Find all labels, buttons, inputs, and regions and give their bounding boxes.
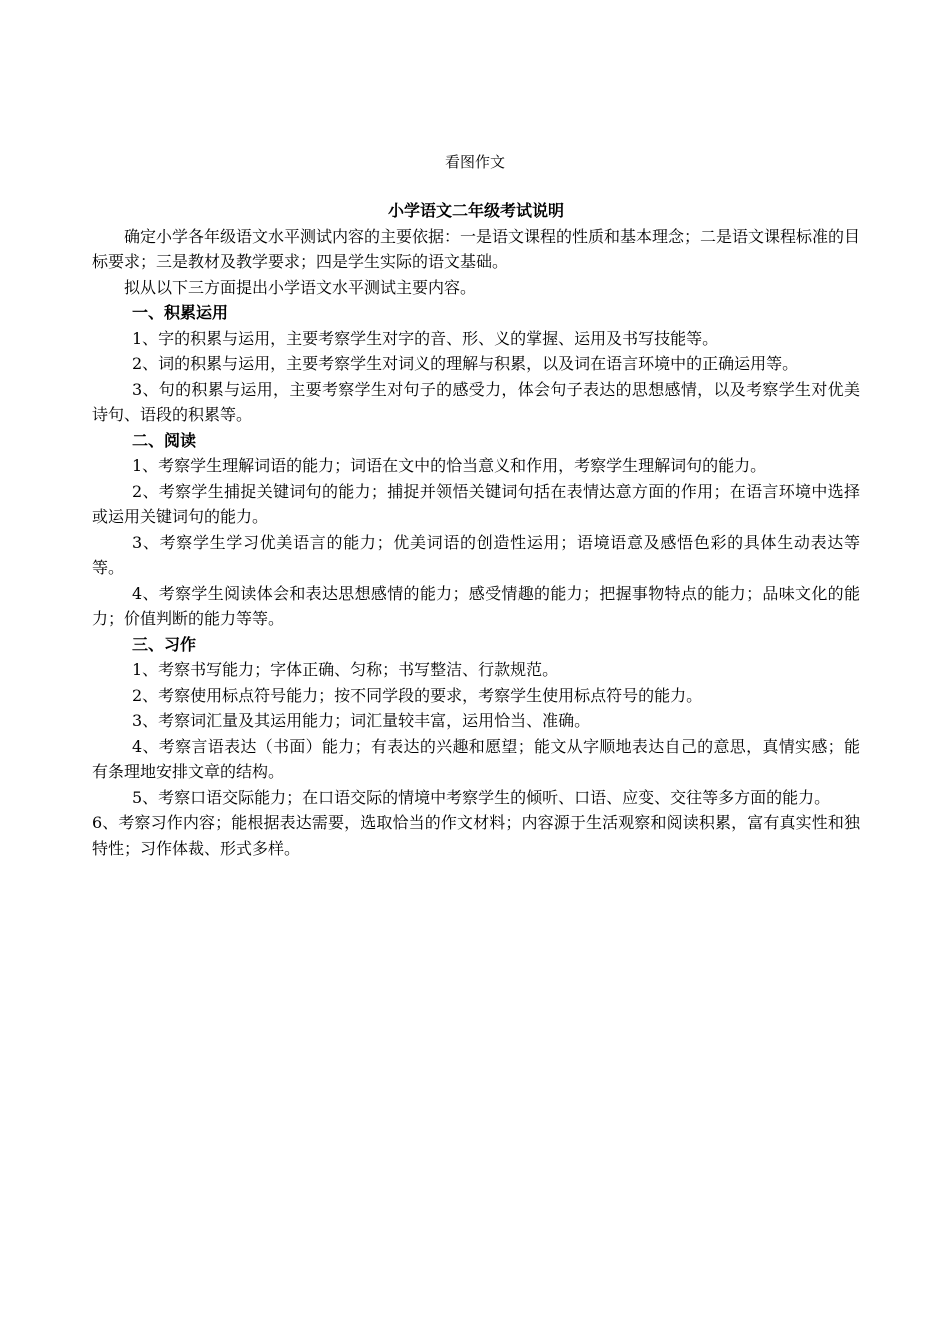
section-item: 4、考察言语表达（书面）能力；有表达的兴趣和愿望；能文从字顺地表达自己的意思，真情实感；能有条理地安排文章的结构。	[92, 736, 860, 781]
document-title: 小学语文二年级考试说明	[387, 201, 564, 220]
section-item-unindented: 6、考察习作内容；能根据表达需要，选取恰当的作文材料；内容源于生活观察和阅读积累，富有真实性和独特性；习作体裁、形式多样。	[92, 813, 860, 858]
section-heading-reading: 二、阅读	[132, 430, 197, 450]
document-body	[92, 198, 860, 861]
section-item: 3、句的积累与运用，主要考察学生对句子的感受力，体会句子表达的思想感情，以及考察学生对优美诗句、语段的积累等。	[92, 379, 860, 424]
intro-paragraph: 确定小学各年级语文水平测试内容的主要依据：一是语文课程的性质和基本理念；二是语文课程标准的目标要求；三是教材及教学要求；四是学生实际的语文基础。	[92, 226, 861, 271]
section-heading-accumulation: 一、积累运用	[132, 303, 229, 322]
section-item: 3、考察学生学习优美语言的能力；优美词语的创造性运用；语境语意及感悟色彩的具体生动表达等等。	[92, 532, 860, 577]
section-item: 2、考察学生捕捉关键词句的能力；捕捉并领悟关键词句括在表情达意方面的作用；在语言环境中选择或运用关键词句的能力。	[92, 481, 860, 526]
intro-paragraph: 拟从以下三方面提出小学语文水平测试主要内容。	[124, 277, 477, 297]
section-item: 3、考察词汇量及其运用能力；词汇量较丰富，运用恰当、准确。	[132, 711, 591, 730]
section-item: 1、字的积累与运用，主要考察学生对字的音、形、义的掌握、运用及书写技能等。	[132, 328, 719, 348]
page-header-label: 看图作文	[444, 153, 505, 171]
section-heading-writing: 三、习作	[132, 634, 197, 654]
section-item: 1、考察学生理解词语的能力；词语在文中的恰当意义和作用，考察学生理解词句的能力。	[132, 456, 767, 475]
section-item: 2、词的积累与运用，主要考察学生对词义的理解与积累，以及词在语言环境中的正确运用等。	[132, 354, 799, 373]
section-item: 4、考察学生阅读体会和表达思想感情的能力；感受情趣的能力；把握事物特点的能力；品味文化的能力；价值判断的能力等等。	[92, 583, 860, 628]
section-item: 5、考察口语交际能力；在口语交际的情境中考察学生的倾听、口语、应变、交往等多方面的能力。	[132, 787, 831, 807]
section-item: 2、考察使用标点符号能力；按不同学段的要求，考察学生使用标点符号的能力。	[132, 685, 703, 705]
section-item: 1、考察书写能力；字体正确、匀称；书写整洁、行款规范。	[132, 660, 559, 679]
